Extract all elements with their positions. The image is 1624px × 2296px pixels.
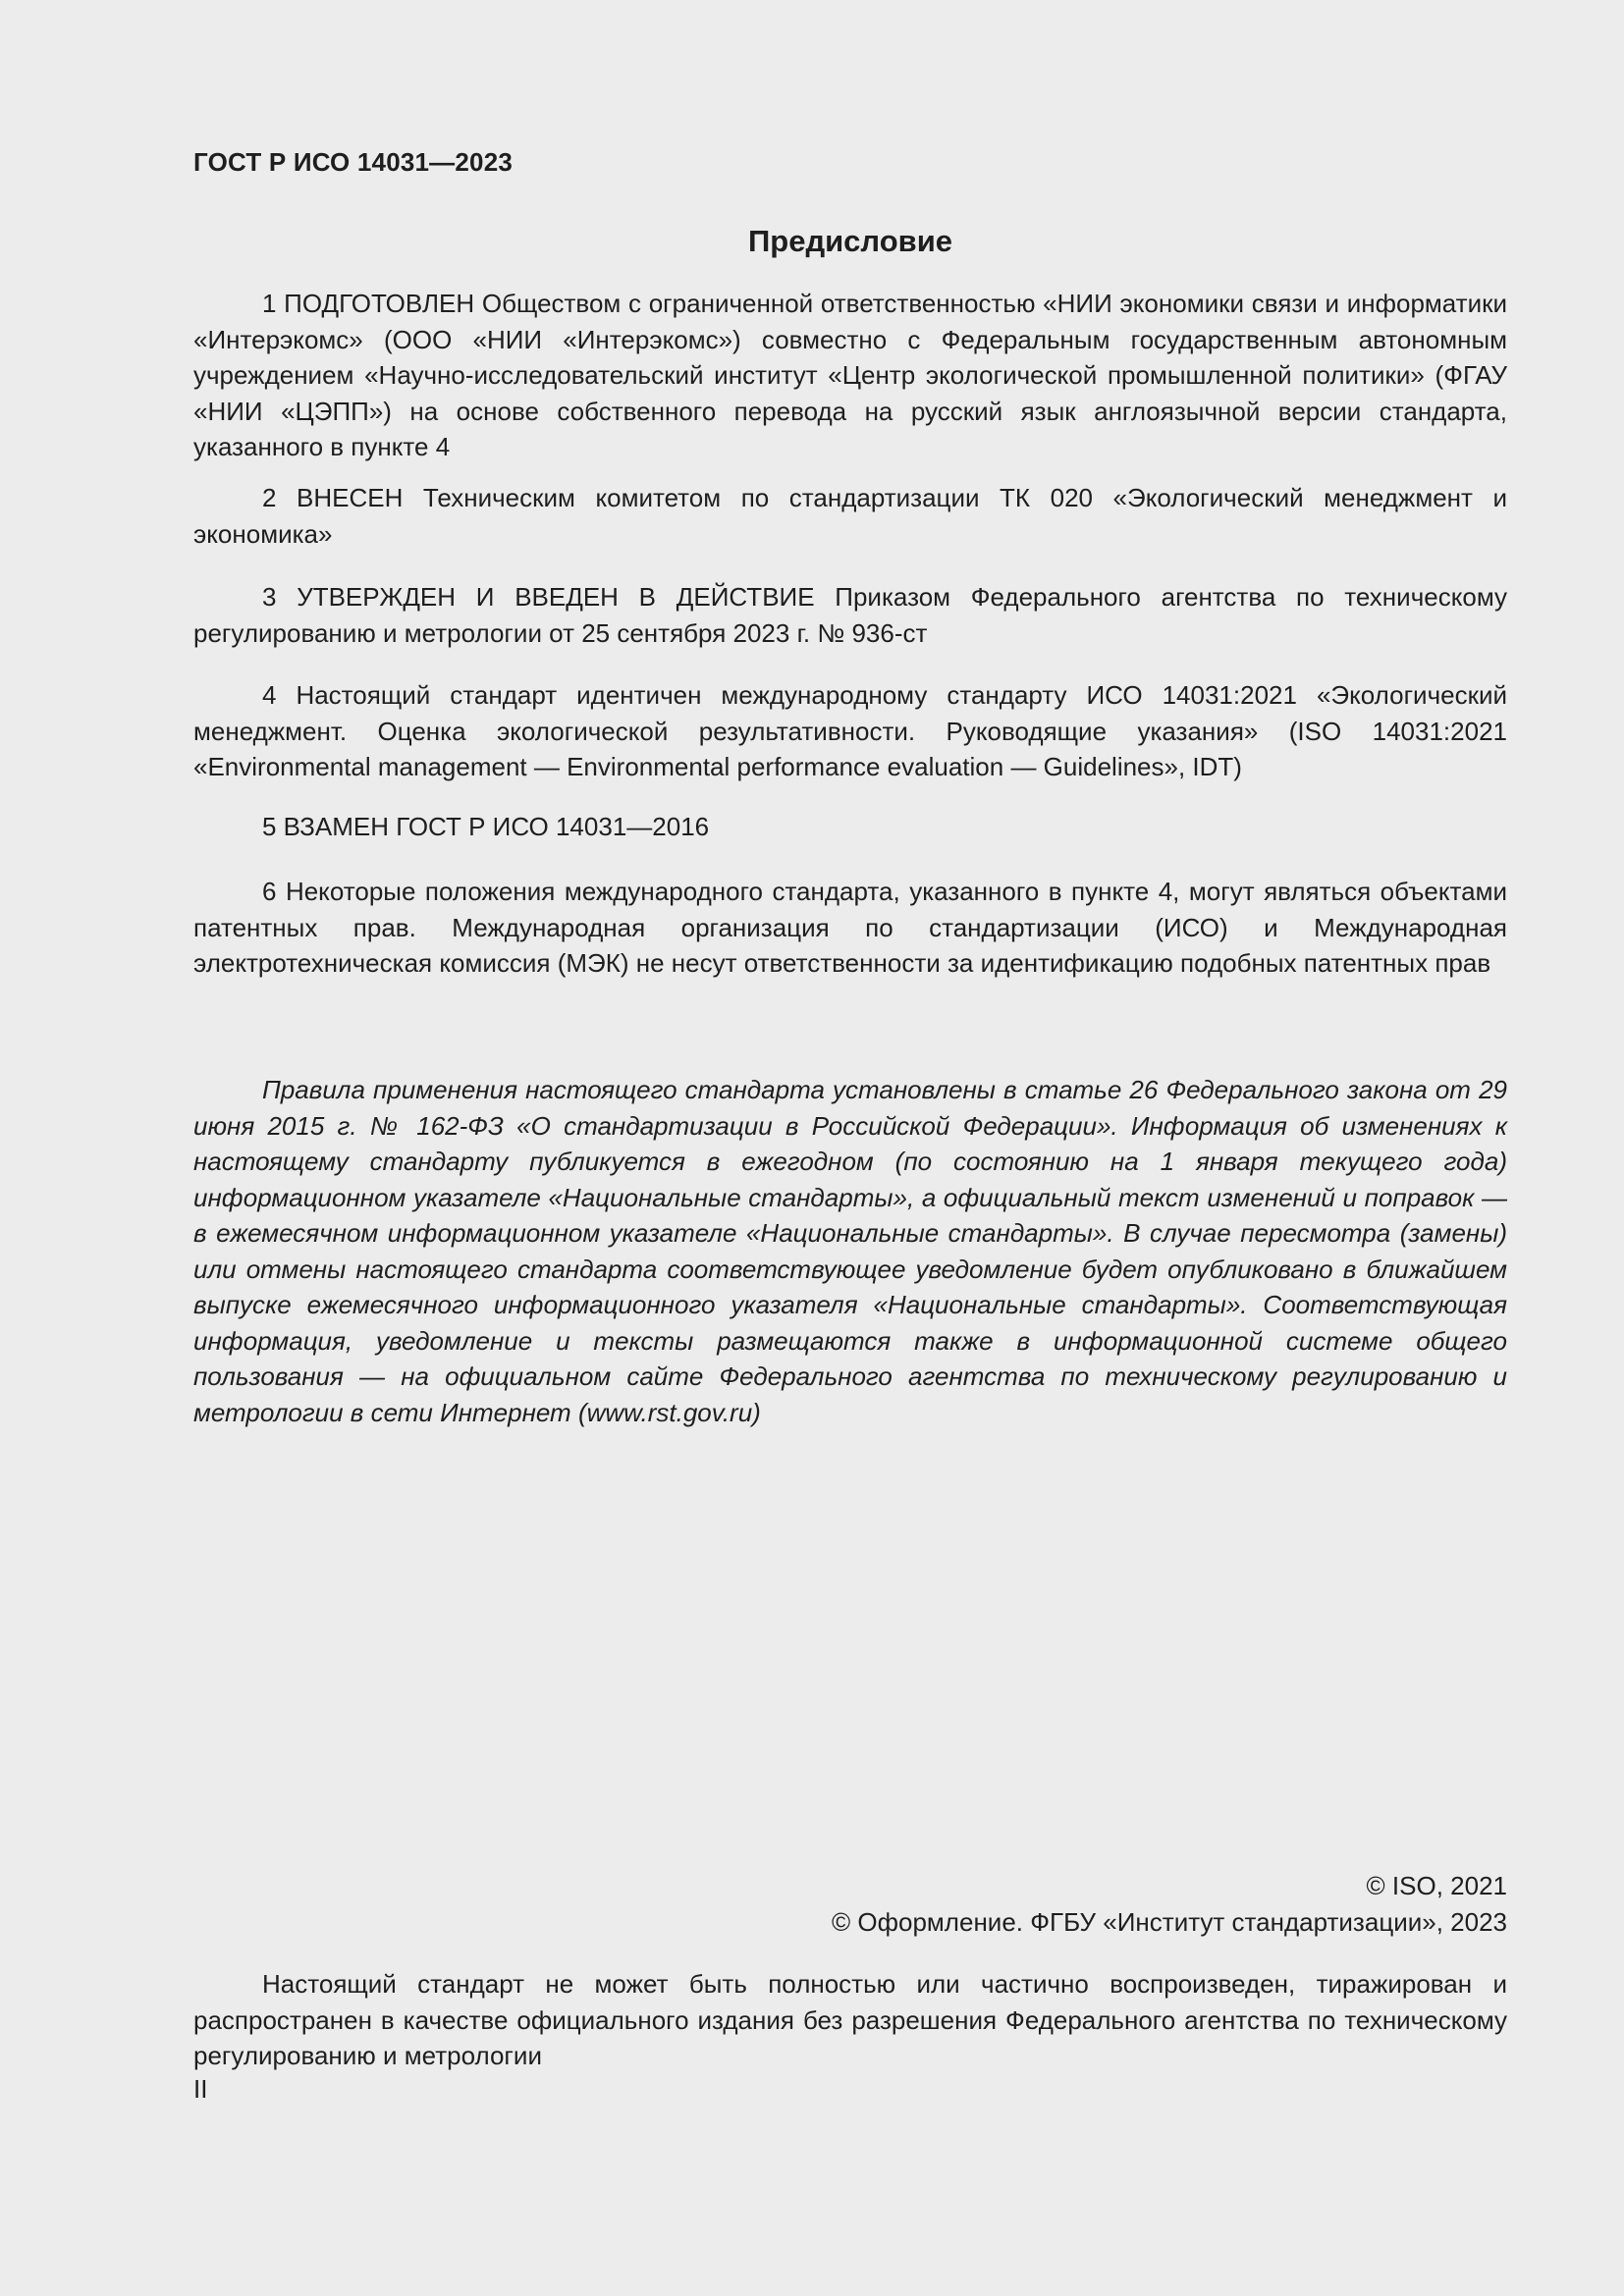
copyright-iso: © ISO, 2021	[1366, 1871, 1507, 1900]
clause-2: 2 ВНЕСЕН Техническим комитетом по стандартизации ТК 020 «Экологический менеджмент и экономика»	[193, 483, 1507, 549]
clause-5: 5 ВЗАМЕН ГОСТ Р ИСО 14031—2016	[262, 812, 710, 841]
copyright-block	[193, 1868, 1507, 1940]
clause-6: 6 Некоторые положения международного стандарта, указанного в пункте 4, могут являться объектами патентных прав. Международная организация по стандартизации (ИСО) и Международная электротехническая комиссия (МЭК) не несут ответственности за идентификацию подобных патентных прав	[193, 877, 1507, 978]
page-title: Предисловие	[747, 224, 952, 258]
copyright-design: © Оформление. ФГБУ «Институт стандартизации», 2023	[832, 1906, 1507, 1937]
standard-code-header: ГОСТ Р ИСО 14031—2023	[193, 147, 514, 177]
application-rules-text: Правила применения настоящего стандарта установлены в статье 26 Федерального закона от 29 июня 2015 г. № 162-ФЗ «О стандартизации в Российской Федерации». Информация об изменениях к настоящему стандарту публикуется в ежегодном (по состоянию на 1 января текущего года) информационном указателе «Национальные стандарты», а официальный текст изменений и поправок — в ежемесячном информационном указателе «Национальные стандарты». В случае пересмотра (замены) или отмены настоящего стандарта соответствующее уведомление будет опубликовано в ближайшем выпуске ежемесячного информационного указателя «Национальные стандарты». Соответствующая информация, уведомление и тексты размещаются также в информационной системе общего пользования — на официальном сайте Федерального агентства по техническому регулированию и метрологии в сети Интернет (www.rst.gov.ru)	[193, 1075, 1507, 1427]
reproduction-notice: Настоящий стандарт не может быть полностью или частично воспроизведен, тиражирован и распространен в качестве официального издания без разрешения Федерального агентства по техническому регулированию и метрологии	[193, 1969, 1507, 2070]
clause-4: 4 Настоящий стандарт идентичен международному стандарту ИСО 14031:2021 «Экологический менеджмент. Оценка экологической результативности. Руководящие указания» (ISO 14031:2021 «Environmental management — Environmental performance evaluation — Guidelines», IDT)	[193, 680, 1507, 781]
document-page	[193, 0, 1507, 2296]
clause-3: 3 УТВЕРЖДЕН И ВВЕДЕН В ДЕЙСТВИЕ Приказом Федерального агентства по техническому регулированию и метрологии от 25 сентября 2023 г. № 936-ст	[193, 582, 1507, 648]
clause-1: 1 ПОДГОТОВЛЕН Обществом с ограниченной ответственностью «НИИ экономики связи и информатики «Интерэкомс» (ООО «НИИ «Интерэкомс») совместно с Федеральным государственным автономным учреждением «Научно-исследовательский институт «Центр экологической промышленной политики» (ФГАУ «НИИ «ЦЭПП») на основе собственного перевода на русский язык англоязычной версии стандарта, указанного в пункте 4	[193, 289, 1507, 461]
page-number: II	[193, 2074, 208, 2104]
